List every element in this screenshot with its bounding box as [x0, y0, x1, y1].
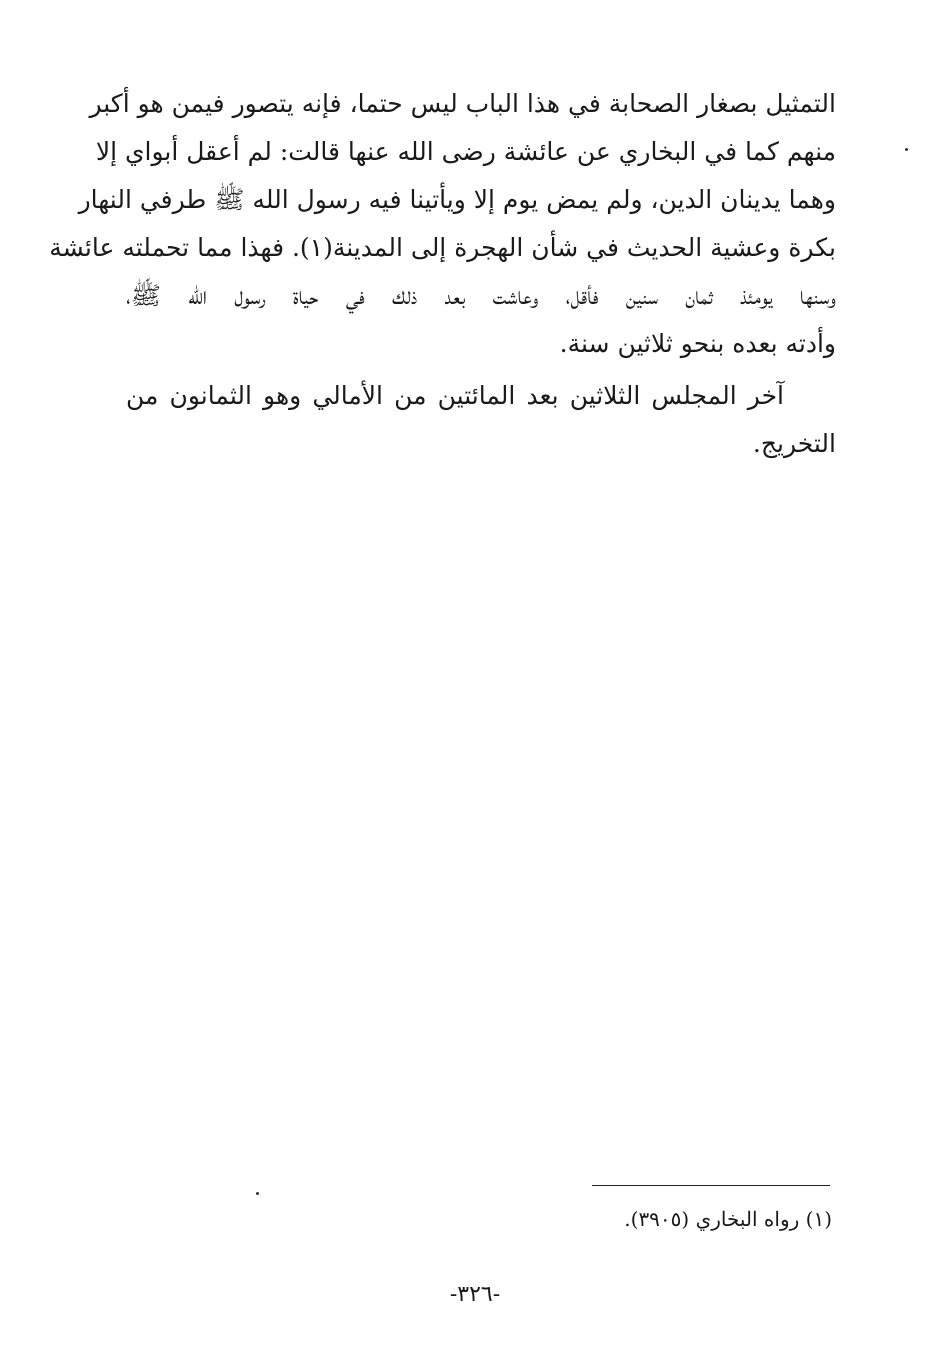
- paragraph-2: [126, 372, 836, 468]
- text-line: وسنها يومئذ ثمان سنين فأقل، وعاشت بعد ذلك في حياة رسول الله ﷺ،: [126, 281, 836, 310]
- scan-speck: [256, 1192, 259, 1195]
- text-line: بكرة وعشية الحديث في شأن الهجرة إلى المدينة(١). فهذا مما تحملته عائشة: [49, 233, 836, 262]
- scan-speck: [905, 148, 908, 151]
- footnote: (١) رواه البخاري (٣٩٠٥).: [624, 1207, 832, 1231]
- text-line: التمثيل بصغار الصحابة في هذا الباب ليس حتما، فإنه يتصور فيمن هو أكبر: [89, 89, 836, 118]
- paragraph-1: [49, 80, 836, 368]
- text-line: آخر المجلس الثلاثين بعد المائتين من الأمالي وهو الثمانون من: [126, 381, 784, 410]
- footnote-separator: [592, 1185, 830, 1186]
- text-line: منهم كما في البخاري عن عائشة رضى الله عنها قالت: لم أعقل أبواي إلا: [95, 137, 836, 166]
- body-text: [49, 80, 836, 468]
- text-line: وأدته بعده بنحو ثلاثين سنة.: [559, 329, 836, 358]
- page-number: -٣٢٦-: [449, 1282, 501, 1307]
- text-line: التخريج.: [752, 429, 836, 458]
- text-line: وهما يدينان الدين، ولم يمض يوم إلا ويأتينا فيه رسول الله ﷺ طرفي النهار: [78, 185, 836, 214]
